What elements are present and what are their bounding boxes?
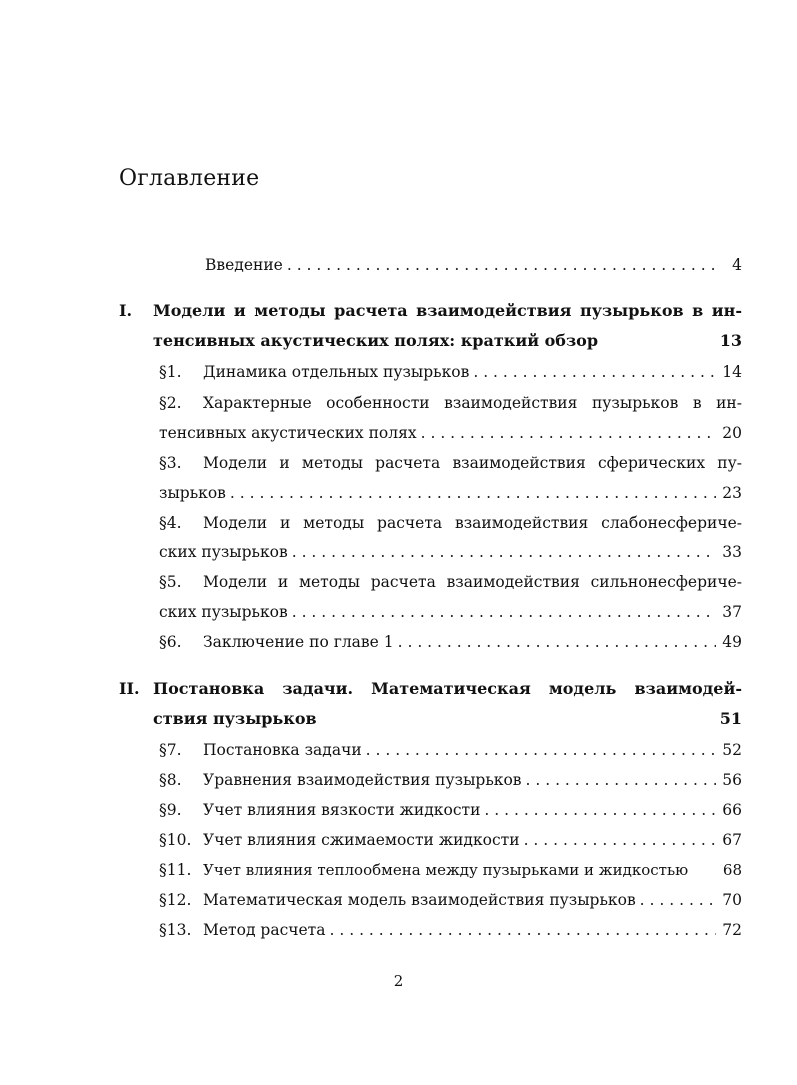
toc-entry-label: Математическая модель взаимодействия пузырьков xyxy=(203,891,636,909)
toc-entry-label[interactable]: Характерные особенности взаимодействия пузырьков в ин- xyxy=(203,394,742,412)
chapter-number: I. xyxy=(119,301,133,320)
toc-entry-section[interactable] xyxy=(159,423,742,443)
dot-leader xyxy=(526,770,717,790)
chapter-title-line[interactable]: Модели и методы расчета взаимодействия пузырьков в ин- xyxy=(153,301,742,320)
toc-entry-page: 72 xyxy=(722,921,742,939)
toc-entry-page: 67 xyxy=(722,831,742,849)
toc-entry-label[interactable]: Модели и методы расчета взаимодействия сферических пу- xyxy=(203,454,742,472)
toc-entry-page: 49 xyxy=(722,633,742,651)
section-number: §7. xyxy=(159,741,182,759)
toc-entry-section[interactable] xyxy=(203,860,742,880)
toc-entry-page: 66 xyxy=(722,801,742,819)
toc-entry-label: Заключение по главе 1 xyxy=(203,633,394,651)
toc-entry-label: Метод расчета xyxy=(203,921,326,939)
dot-leader xyxy=(292,542,717,562)
toc-entry-intro[interactable] xyxy=(205,255,742,275)
section-number: §11. xyxy=(159,861,192,879)
section-number: §5. xyxy=(159,573,182,591)
toc-entry-section[interactable] xyxy=(203,920,742,940)
page-number: 2 xyxy=(393,972,404,990)
dot-leader xyxy=(366,740,717,760)
toc-entry-page: 56 xyxy=(722,771,742,789)
section-number: §1. xyxy=(159,363,182,381)
toc-entry-page: 33 xyxy=(722,543,742,561)
toc-entry-label[interactable]: Модели и методы расчета взаимодействия сильнонесфериче- xyxy=(203,573,742,591)
section-number: §10. xyxy=(159,831,192,849)
toc-entry-page: 14 xyxy=(722,363,742,381)
dot-leader xyxy=(398,632,717,652)
chapter-entry[interactable] xyxy=(153,331,742,351)
section-number: §3. xyxy=(159,454,182,472)
toc-entry-label: ских пузырьков xyxy=(159,603,288,621)
section-number: §9. xyxy=(159,801,182,819)
chapter-page: 51 xyxy=(719,709,742,728)
toc-entry-section[interactable] xyxy=(203,830,742,850)
toc-entry-section[interactable] xyxy=(203,362,742,382)
toc-entry-label: Учет влияния вязкости жидкости xyxy=(203,801,481,819)
toc-entry-page: 4 xyxy=(732,256,742,274)
toc-entry-page: 68 xyxy=(722,861,742,879)
toc-entry-label: Постановка задачи xyxy=(203,741,362,759)
toc-entry-section[interactable] xyxy=(203,632,742,652)
toc-entry-section[interactable] xyxy=(203,890,742,910)
chapter-title-line[interactable]: Постановка задачи. Математическая модель взаимодей- xyxy=(153,679,742,698)
dot-leader xyxy=(484,800,716,820)
toc-entry-label: Уравнения взаимодействия пузырьков xyxy=(203,771,522,789)
toc-entry-page: 20 xyxy=(722,424,742,442)
toc-entry-page: 37 xyxy=(722,603,742,621)
toc-entry-label: тенсивных акустических полях xyxy=(159,424,417,442)
section-number: §4. xyxy=(159,514,182,532)
toc-entry-label: Учет влияния сжимаемости жидкости xyxy=(203,831,520,849)
section-number: §13. xyxy=(159,921,192,939)
toc-entry-label: ских пузырьков xyxy=(159,543,288,561)
dot-leader xyxy=(473,362,716,382)
toc-entry-section[interactable] xyxy=(203,800,742,820)
toc-entry-page: 23 xyxy=(722,484,742,502)
toc-entry-page: 70 xyxy=(722,891,742,909)
section-number: §2. xyxy=(159,394,182,412)
toc-entry-label: зырьков xyxy=(159,484,226,502)
toc-entry-label[interactable]: Модели и методы расчета взаимодействия слабонесфериче- xyxy=(203,514,742,532)
chapter-title-line: тенсивных акустических полях: краткий обзор xyxy=(153,331,599,350)
section-number: §6. xyxy=(159,633,182,651)
toc-entry-label: Учет влияния теплообмена между пузырьками и жидкостью xyxy=(203,861,689,879)
dot-leader xyxy=(287,255,718,275)
chapter-entry[interactable] xyxy=(153,709,742,729)
toc-entry-section[interactable] xyxy=(159,483,742,503)
chapter-number: II. xyxy=(119,679,140,698)
page-title: Оглавление xyxy=(119,166,260,191)
toc-entry-section[interactable] xyxy=(203,770,742,790)
chapter-page: 13 xyxy=(719,331,742,350)
toc-entry-label: Динамика отдельных пузырьков xyxy=(203,363,470,381)
toc-entry-section[interactable] xyxy=(203,740,742,760)
toc-entry-section[interactable] xyxy=(159,602,742,622)
section-number: §12. xyxy=(159,891,192,909)
toc-entry-label: Введение xyxy=(205,256,283,274)
dot-leader xyxy=(640,890,717,910)
dot-leader xyxy=(230,483,716,503)
dot-leader xyxy=(292,602,717,622)
dot-leader xyxy=(330,920,717,940)
chapter-title-line: ствия пузырьков xyxy=(153,709,317,728)
dot-leader xyxy=(421,423,717,443)
toc-entry-section[interactable] xyxy=(159,542,742,562)
section-number: §8. xyxy=(159,771,182,789)
toc-entry-page: 52 xyxy=(722,741,742,759)
dot-leader xyxy=(524,830,717,850)
